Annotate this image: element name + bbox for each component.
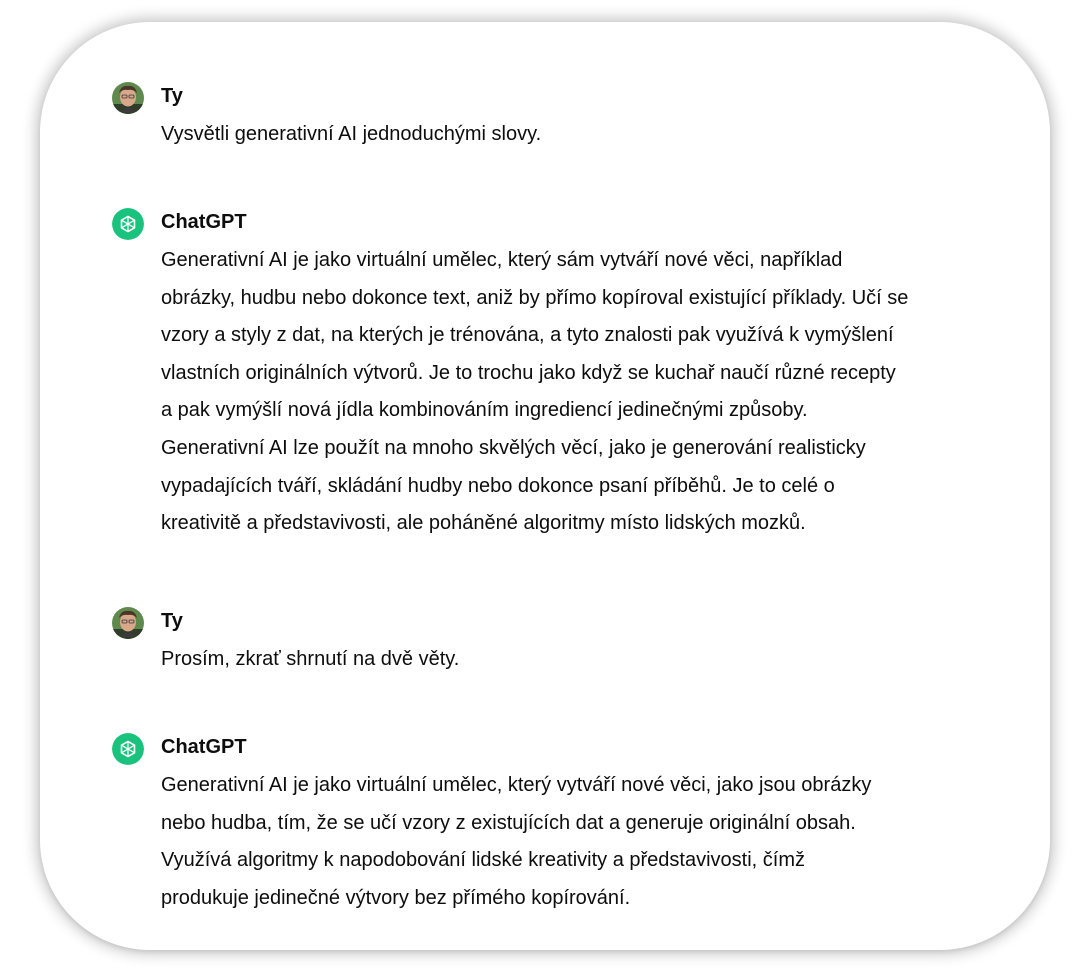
message-line: Využívá algoritmy k napodobování lidské kreativity a představivosti, čímž (161, 849, 805, 872)
sender-name: ChatGPT (161, 211, 247, 233)
message-line: vlastních originálních výtvorů. Je to trochu jako když se kuchař naučí různé recepty (161, 361, 896, 384)
user-avatar (112, 82, 144, 114)
message-line: Vysvětli generativní AI jednoduchými slovy. (161, 123, 542, 145)
message-line: vypadajících tváří, skládání hudby nebo dokonce psaní příběhů. Je to celé o (161, 474, 835, 497)
chat-card (40, 22, 1050, 950)
message-line: obrázky, hudbu nebo dokonce text, aniž by přímo kopíroval existující příklady. Učí se (161, 286, 909, 309)
message-line: vzory a styly z dat, na kterých je trénována, a tyto znalosti pak využívá k vymýšlení (161, 324, 894, 347)
message-line: Prosím, zkrať shrnutí na dvě věty. (161, 648, 460, 670)
message-line: Generativní AI je jako virtuální umělec, který sám vytváří nové věci, například (161, 249, 843, 271)
openai-logo-icon (112, 208, 144, 240)
message-line: a pak vymýšlí nová jídla kombinováním ingrediencí jedinečnými způsoby. (161, 399, 808, 422)
message-text (161, 641, 991, 679)
message-text (161, 116, 991, 154)
sender-name: Ty (161, 610, 183, 632)
message-text (161, 767, 991, 917)
message-text (161, 242, 991, 543)
message-line: nebo hudba, tím, že se učí vzory z existujících dat a generuje originální obsah. (161, 811, 856, 834)
message-line: Generativní AI je jako virtuální umělec, který vytváří nové věci, jako jsou obrázky (161, 774, 872, 796)
user-avatar (112, 607, 144, 639)
sender-name: ChatGPT (161, 736, 247, 758)
sender-name: Ty (161, 85, 183, 107)
message-line: Generativní AI lze použít na mnoho skvělých věcí, jako je generování realisticky (161, 436, 866, 459)
message-line: kreativitě a představivosti, ale poháněné algoritmy místo lidských mozků. (161, 512, 806, 535)
openai-logo-icon (112, 733, 144, 765)
message-line: produkuje jedinečné výtvory bez přímého kopírování. (161, 886, 631, 909)
